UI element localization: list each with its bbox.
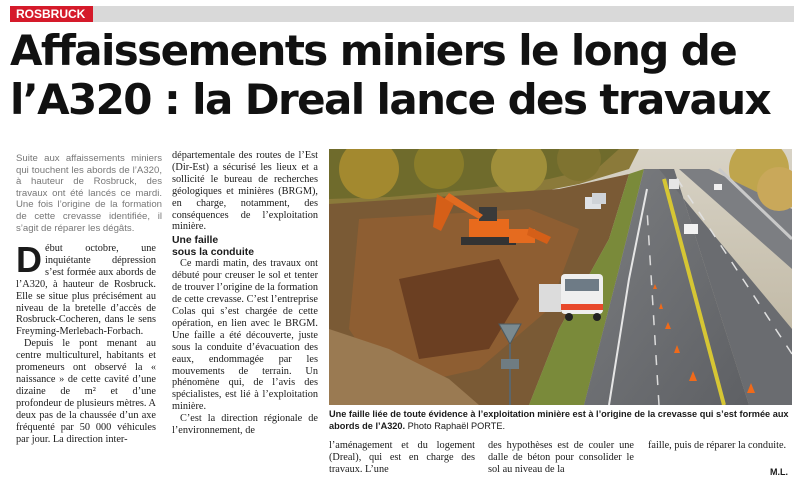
- paragraph-1: [16, 239, 156, 338]
- bottom-column-3: faille, puis de réparer la conduite.: [648, 440, 787, 451]
- article-photo: [329, 149, 792, 405]
- paragraph-5: C’est la direction régionale de l’environnement, de: [172, 413, 318, 437]
- paragraph-2: Depuis le pont menant au centre multiculturel, habitants et promeneurs ont observé la « naissance » de cette cavité d’une dizaine de m² et d’une profondeur de plusieurs mètres. A deux pas de la chaussée d’un axe fréquenté par 50 000 véhicules par jour. La direction inter-: [16, 338, 156, 445]
- author-signature: M.L.: [770, 467, 788, 477]
- article-column-1: [16, 239, 156, 445]
- lede: Suite aux affaissements miniers qui touchent les abords de l’A320, à hauteur de Rosbruck, des travaux ont été lancés ce mardi. Une fois l’origine de la formation de cette crevasse identifiée, il s’agit de réparer les dégâts.: [16, 153, 162, 234]
- bottom-column-2: des hypothèses est de couler une dalle de béton pour consolider le sol au niveau de la: [488, 440, 634, 475]
- paragraph-4: Ce mardi matin, des travaux ont débuté pour creuser le sol et tenter de trouver l’origine de la formation de cette crevasse. C’est l’entreprise Colas qui s’est chargée de cette opération, en lien avec le BRGM. Une faille a été découverte, juste sous la conduite d’évacuation des eaux, endommagée par les mouvements de terrain. Un phénomène qui, de l’avis des spécialistes, est lié à l’exploitation minière.: [172, 258, 318, 413]
- article-column-2: [172, 150, 318, 437]
- subhead-line-1: Une faille: [172, 235, 219, 247]
- drop-cap: D: [16, 239, 42, 280]
- bottom-column-1: l’aménagement et du logement (Dreal), qui est en charge des travaux. L’une: [329, 440, 475, 475]
- roadworks-photo: [329, 149, 792, 405]
- subhead: [172, 235, 318, 258]
- paragraph-1-text: ébut octobre, une inquiétante dépression s’est formée aux abords de l’A320, à hauteur de Rosbruck. Elle se situe plus précisément au niveau de la bretelle d’accès de Rosbruck-Cocheren, dans le sens Freyming-Merlebach-Forbach.: [16, 243, 156, 338]
- paragraph-3: départementale des routes de l’Est (Dir-Est) a sécurisé les lieux et a sollicité le bureau de recherches géologiques et minières (BRGM), en charge, notamment, des conséquences de l’exploitation minière.: [172, 150, 318, 233]
- headline: Affaissements miniers le long de l’A320 : la Dreal lance des travaux: [10, 26, 771, 124]
- photo-caption: [329, 409, 795, 432]
- photo-credit: Photo Raphaël PORTE.: [405, 420, 506, 431]
- subhead-line-2: sous la conduite: [172, 246, 254, 258]
- section-tag: ROSBRUCK: [10, 6, 93, 22]
- caption-text: Une faille liée de toute évidence à l’exploitation minière est à l’origine de la crevasse qui s’est formée aux abords de l’A320.: [329, 409, 789, 431]
- section-bar: [10, 6, 794, 22]
